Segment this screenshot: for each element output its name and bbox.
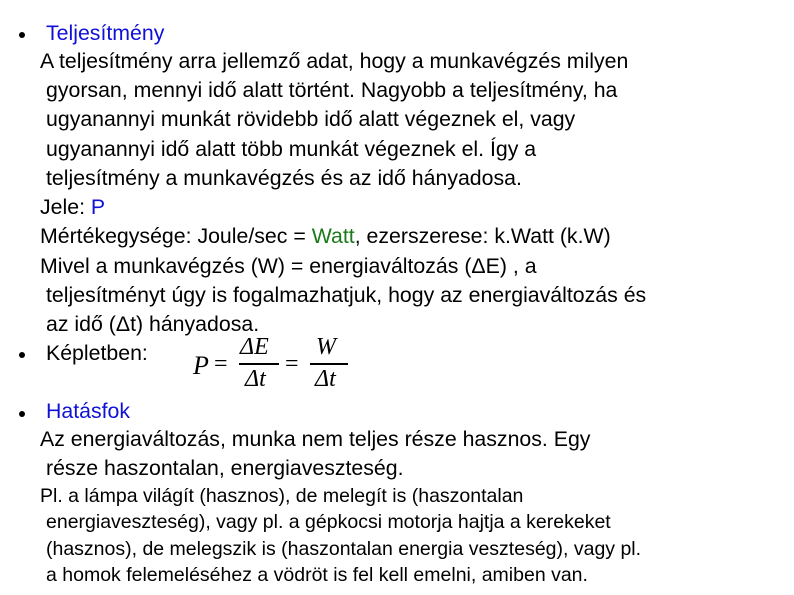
formula-label: Képletben: [46,341,148,365]
formula-lhs: P [193,351,209,380]
symbol-prefix: Jele: [40,195,91,219]
unit-name: Watt [311,224,355,248]
example-line: (hasznos), de melegszik is (haszontalan energia veszteség), vagy pl. [46,538,642,560]
paragraph-line: Az energiaváltozás, munka nem teljes része hasznos. Egy [40,427,591,451]
power-formula [193,334,353,394]
example-line: a homok felemeléséhez a vödröt is fel kell emelni, amiben van. [46,564,588,586]
example-line: Pl. a lámpa világít (hasznos), de melegít is (haszontalan [40,485,524,507]
symbol-line [40,195,105,219]
paragraph-line: ugyanannyi munkát rövidebb idő alatt végeznek el, vagy [46,107,576,131]
formula-denominator: Δt [315,366,336,392]
unit-line [40,224,611,248]
formula-equals: = [214,351,228,377]
fraction-bar [239,363,279,365]
paragraph-line: Mivel a munkavégzés (W) = energiaváltozás (ΔE) , a [40,254,537,278]
unit-prefix: Mértékegysége: Joule/sec = [40,224,312,248]
section-heading-hatasfok: Hatásfok [46,399,131,423]
paragraph-line: teljesítményt úgy is fogalmazhatjuk, hogy az energiaváltozás és [46,283,647,307]
fraction-bar [310,363,348,365]
formula-equals: = [285,351,299,377]
symbol-value: P [90,195,106,219]
section-heading-teljesitmeny: Teljesítmény [46,21,165,45]
paragraph-line: része haszontalan, energiaveszteség. [46,456,404,480]
paragraph-line: ugyanannyi idő alatt több munkát végeznek el. Így a [46,137,537,161]
bullet-icon [19,352,25,358]
bullet-icon [19,411,25,417]
paragraph-line: gyorsan, mennyi idő alatt történt. Nagyobb a teljesítmény, ha [46,78,618,102]
paragraph-line: az idő (Δt) hányadosa. [46,312,260,336]
unit-suffix: , ezerszerese: k.Watt (k.W) [354,224,611,248]
bullet-icon [19,32,25,38]
formula-denominator: Δt [245,366,266,392]
example-line: energiaveszteség), vagy pl. a gépkocsi motorja hajtja a kerekeket [46,511,611,533]
formula-numerator: ΔE [240,334,269,360]
paragraph-line: teljesítmény a munkavégzés és az idő hányadosa. [46,166,522,190]
paragraph-line: A teljesítmény arra jellemző adat, hogy a munkavégzés milyen [40,49,629,73]
formula-numerator: W [316,334,336,360]
